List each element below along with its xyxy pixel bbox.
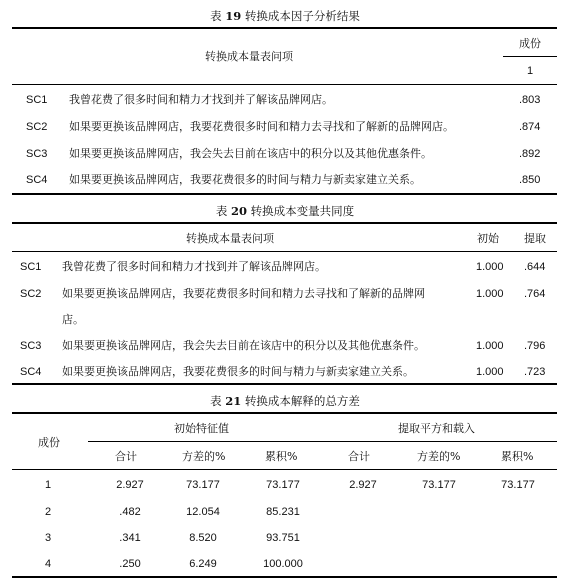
- table21-sub-total-2: 合计: [348, 450, 370, 463]
- row-id: SC2: [26, 121, 48, 133]
- caption-number: 19: [225, 9, 242, 23]
- table21-group-initial: 初始特征值: [174, 422, 229, 435]
- row-text: 如果要更换该品牌网店，我要花费很多时间和精力去寻找和了解新的品牌网: [62, 287, 425, 300]
- table21-sub-variance-2: 方差的%: [417, 450, 461, 463]
- row-initial: 1.000: [476, 340, 504, 352]
- row-text: 我曾花费了很多时间和精力才找到并了解该品牌网店。: [62, 260, 326, 273]
- row-value: .803: [519, 94, 541, 106]
- row-extract: .796: [524, 340, 546, 352]
- row-text: 如果要更换该品牌网店，我会失去目前在该店中的积分以及其他优惠条件。: [69, 147, 432, 160]
- row-value: .850: [519, 174, 541, 186]
- row-extract-variance: 73.177: [422, 479, 456, 491]
- row-extract-total: 2.927: [349, 479, 377, 491]
- caption-title: 转换成本解释的总方差: [241, 394, 360, 408]
- row-text: 我曾花费了很多时间和精力才找到并了解该品牌网店。: [69, 93, 333, 106]
- table20-caption: [0, 203, 570, 219]
- table19-sub-rule: [503, 56, 557, 57]
- row-component: 4: [44, 558, 52, 570]
- row-text: 如果要更换该品牌网店，我会失去目前在该店中的积分以及其他优惠条件。: [62, 339, 425, 352]
- caption-prefix: 表: [215, 204, 231, 218]
- table21-group-rule: [88, 441, 557, 442]
- row-initial-total: .341: [119, 532, 141, 544]
- row-extract: .764: [524, 288, 546, 300]
- row-value: .892: [519, 148, 541, 160]
- row-initial-cumulative: 73.177: [266, 479, 300, 491]
- table20-header-rule: [12, 251, 557, 252]
- table21-sub-cumulative: 累积%: [265, 450, 298, 463]
- table20-header-extract: 提取: [524, 232, 546, 245]
- row-initial-variance: 73.177: [186, 479, 220, 491]
- row-extract: .723: [524, 366, 546, 378]
- table19-top-rule: [12, 27, 557, 29]
- table19-bottom-rule: [12, 193, 557, 195]
- row-initial: 1.000: [476, 366, 504, 378]
- table21-sub-variance: 方差的%: [182, 450, 226, 463]
- row-text: 如果要更换该品牌网店，我要花费很多的时间与精力与新卖家建立关系。: [62, 365, 414, 378]
- table19-header-rule: [12, 84, 557, 85]
- caption-title: 转换成本变量共同度: [247, 204, 355, 218]
- table20-top-rule: [12, 222, 557, 224]
- row-initial-variance: 12.054: [186, 506, 220, 518]
- table21-sub-total: 合计: [115, 450, 137, 463]
- table21-group-extract: 提取平方和载入: [398, 422, 475, 435]
- caption-prefix: 表: [210, 9, 226, 23]
- row-id: SC4: [26, 174, 48, 186]
- table21-caption: [0, 393, 570, 409]
- row-id: SC2: [20, 288, 42, 300]
- row-initial-cumulative: 93.751: [266, 532, 300, 544]
- row-id: SC3: [20, 340, 42, 352]
- row-initial-total: .250: [119, 558, 141, 570]
- table19-header-sub: 1: [526, 65, 534, 77]
- row-initial-variance: 6.249: [189, 558, 217, 570]
- row-initial-cumulative: 100.000: [263, 558, 303, 570]
- row-extract-cumulative: 73.177: [501, 479, 535, 491]
- table19-header-item: 转换成本量表问项: [205, 50, 293, 63]
- row-text: 如果要更换该品牌网店，我要花费很多的时间与精力与新卖家建立关系。: [69, 173, 421, 186]
- caption-prefix: 表: [210, 394, 226, 408]
- row-initial-cumulative: 85.231: [266, 506, 300, 518]
- row-component: 3: [44, 532, 52, 544]
- table21-top-rule: [12, 412, 557, 414]
- table20-header-item: 转换成本量表问项: [186, 232, 274, 245]
- table20-header-initial: 初始: [477, 232, 499, 245]
- row-initial: 1.000: [476, 288, 504, 300]
- row-id: SC1: [26, 94, 48, 106]
- row-initial-total: .482: [119, 506, 141, 518]
- table21-sub-cumulative-2: 累积%: [501, 450, 534, 463]
- table19-caption: [0, 8, 570, 24]
- row-component: 1: [44, 479, 52, 491]
- row-initial-total: 2.927: [116, 479, 144, 491]
- row-initial: 1.000: [476, 261, 504, 273]
- row-text: 如果要更换该品牌网店，我要花费很多时间和精力去寻找和了解新的品牌网店。: [69, 120, 454, 133]
- table19-header-component: 成份: [519, 37, 541, 50]
- table20-bottom-rule: [12, 383, 557, 385]
- caption-number: 20: [230, 204, 247, 218]
- table21-header-component: 成份: [38, 436, 60, 449]
- caption-number: 21: [225, 394, 242, 408]
- row-component: 2: [44, 506, 52, 518]
- row-text-continued: 店。: [62, 313, 84, 326]
- row-id: SC1: [20, 261, 42, 273]
- row-initial-variance: 8.520: [189, 532, 217, 544]
- row-id: SC4: [20, 366, 42, 378]
- caption-title: 转换成本因子分析结果: [241, 9, 360, 23]
- table21-header-rule: [12, 469, 557, 470]
- table21-bottom-rule: [12, 576, 557, 578]
- row-extract: .644: [524, 261, 546, 273]
- row-id: SC3: [26, 148, 48, 160]
- row-value: .874: [519, 121, 541, 133]
